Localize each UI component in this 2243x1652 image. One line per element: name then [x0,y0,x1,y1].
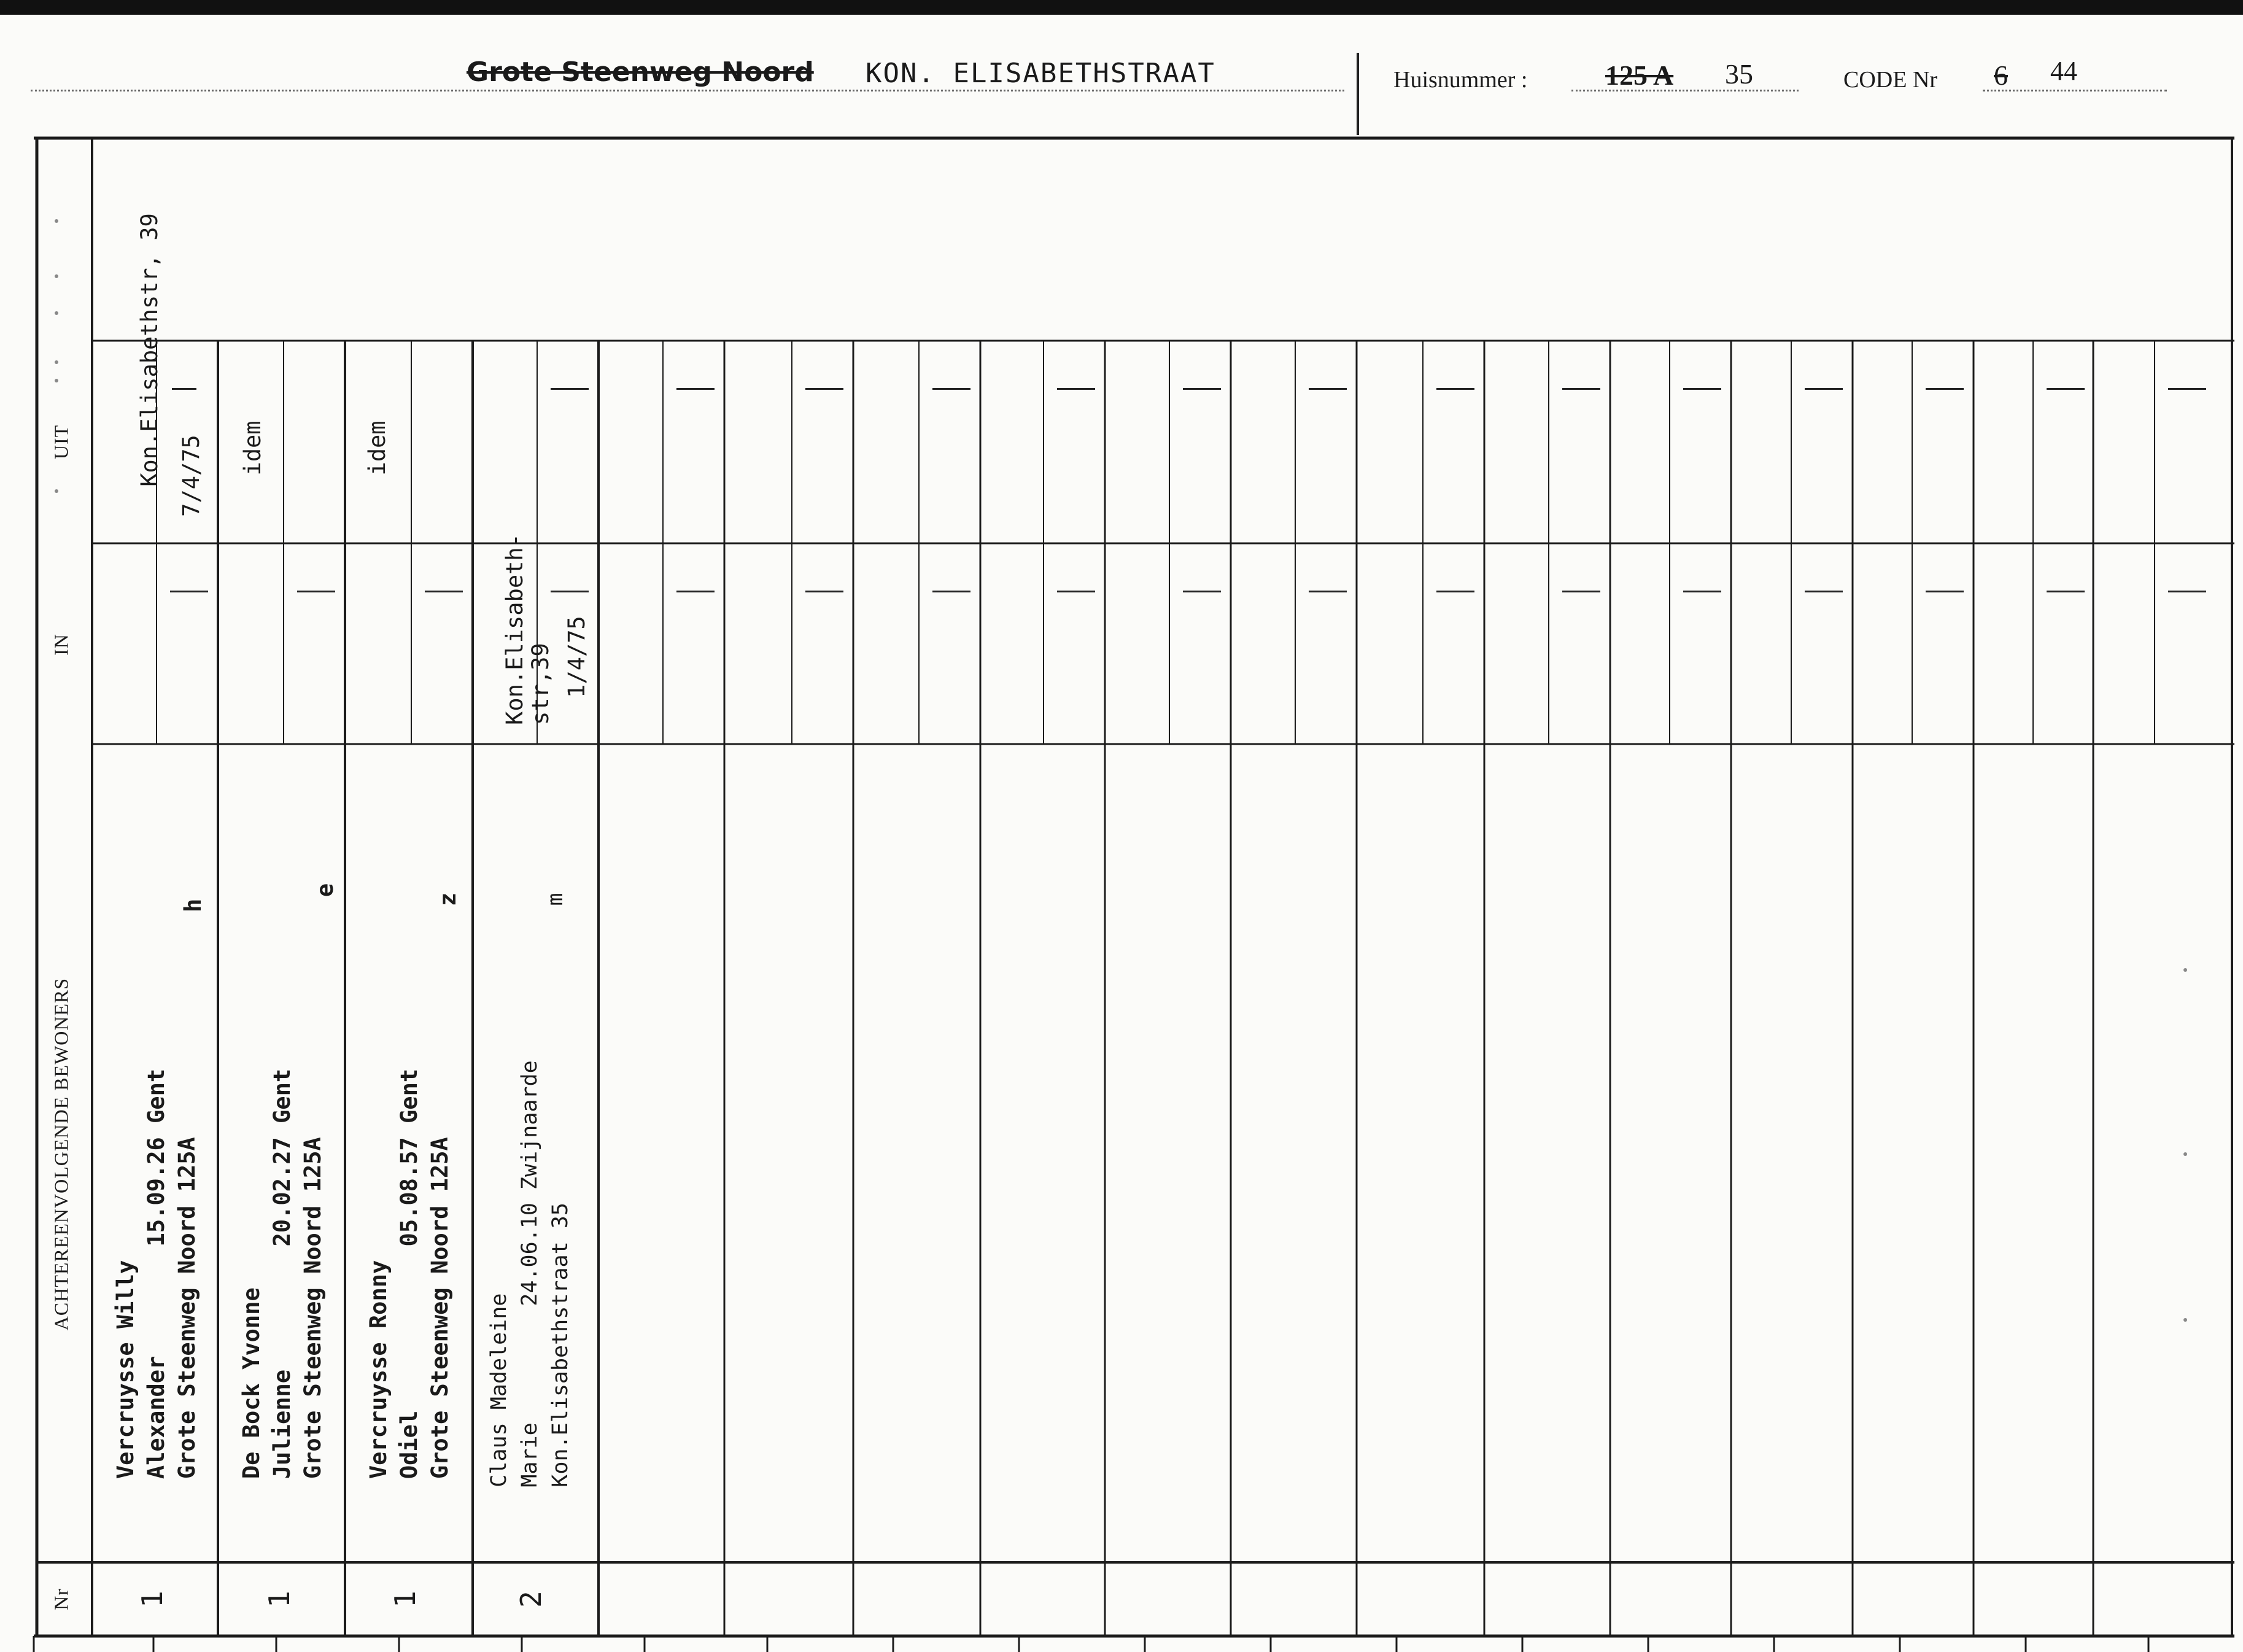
empty-dash [805,388,843,390]
resident-4-nr: 2 [514,1591,548,1608]
code-new: 44 [2050,56,2077,86]
huisnummer-new: 35 [1725,58,1753,90]
empty-dash [425,591,463,592]
resident-4-in-date: 1/4/75 [564,616,590,698]
resident-3-details: Vercruysse Ronny Odiel 05.08.57 Gent Grote Steenweg Noord 125A [365,1068,453,1479]
uit-note-address: Kon.Elisabethstr, 39 [136,213,163,487]
empty-dash [1436,388,1474,390]
empty-dash [676,591,715,592]
empty-dash [170,591,208,592]
empty-dash [1562,591,1600,592]
huisnummer-old: 125 A [1605,60,1674,91]
empty-dash [2047,388,2085,390]
resident-1-sex: h [180,898,206,913]
empty-dash [2168,388,2206,390]
resident-2-nr: 1 [263,1591,296,1608]
empty-dash [676,388,715,390]
column-label-in: IN [50,634,72,656]
empty-dash [1805,388,1843,390]
empty-dash [1057,591,1095,592]
empty-dash [1183,388,1221,390]
empty-dash [2168,591,2206,592]
street-name-old: Grote Steenweg Noord [467,56,814,88]
empty-dash [1683,388,1721,390]
empty-dash [1562,388,1600,390]
resident-3-sex: z [435,892,461,907]
empty-dash [551,388,589,390]
resident-4-details: Claus Madeleine Marie 24.06.10 Zwijnaarde Kon.Elisabethstraat 35 [487,1060,573,1487]
empty-dash [297,591,335,592]
code-label: CODE Nr [1843,67,1938,93]
empty-dash [1805,591,1843,592]
empty-dash [2047,591,2085,592]
empty-dash [1309,591,1347,592]
column-label-bewoners: ACHTEREENVOLGENDE BEWONERS [50,977,72,1331]
code-old: 6 [1994,60,2008,91]
empty-dash [1436,591,1474,592]
empty-dash [1183,591,1221,592]
huisnummer-label: Huisnummer : [1393,67,1528,93]
resident-4-sex: m [543,893,568,906]
empty-dash [1057,388,1095,390]
resident-1-uit-date: 7/4/75 [178,435,204,517]
empty-dash [805,591,843,592]
empty-dash [1926,591,1964,592]
street-name-new: KON. ELISABETHSTRAAT [866,58,1215,89]
resident-4-in-place: Kon.Elisabeth- str,39 [502,533,554,725]
resident-3-uit: idem [364,421,390,476]
empty-dash [1309,388,1347,390]
empty-dash [932,388,970,390]
column-label-uit: UIT [50,424,72,460]
empty-dash [551,591,589,592]
resident-1-nr: 1 [136,1591,169,1608]
resident-2-details: De Bock Yvonne Julienne 20.02.27 Gent Grote Steenweg Noord 125A [238,1068,326,1479]
resident-1-details: Vercruysse Willy Alexander 15.09.26 Gent Grote Steenweg Noord 125A [112,1068,200,1479]
resident-2-uit: idem [239,421,266,476]
resident-2-sex: e [312,883,338,898]
empty-dash [1683,591,1721,592]
empty-dash [1926,388,1964,390]
resident-3-nr: 1 [389,1591,422,1608]
empty-dash [932,591,970,592]
column-label-nr: Nr [50,1588,72,1610]
